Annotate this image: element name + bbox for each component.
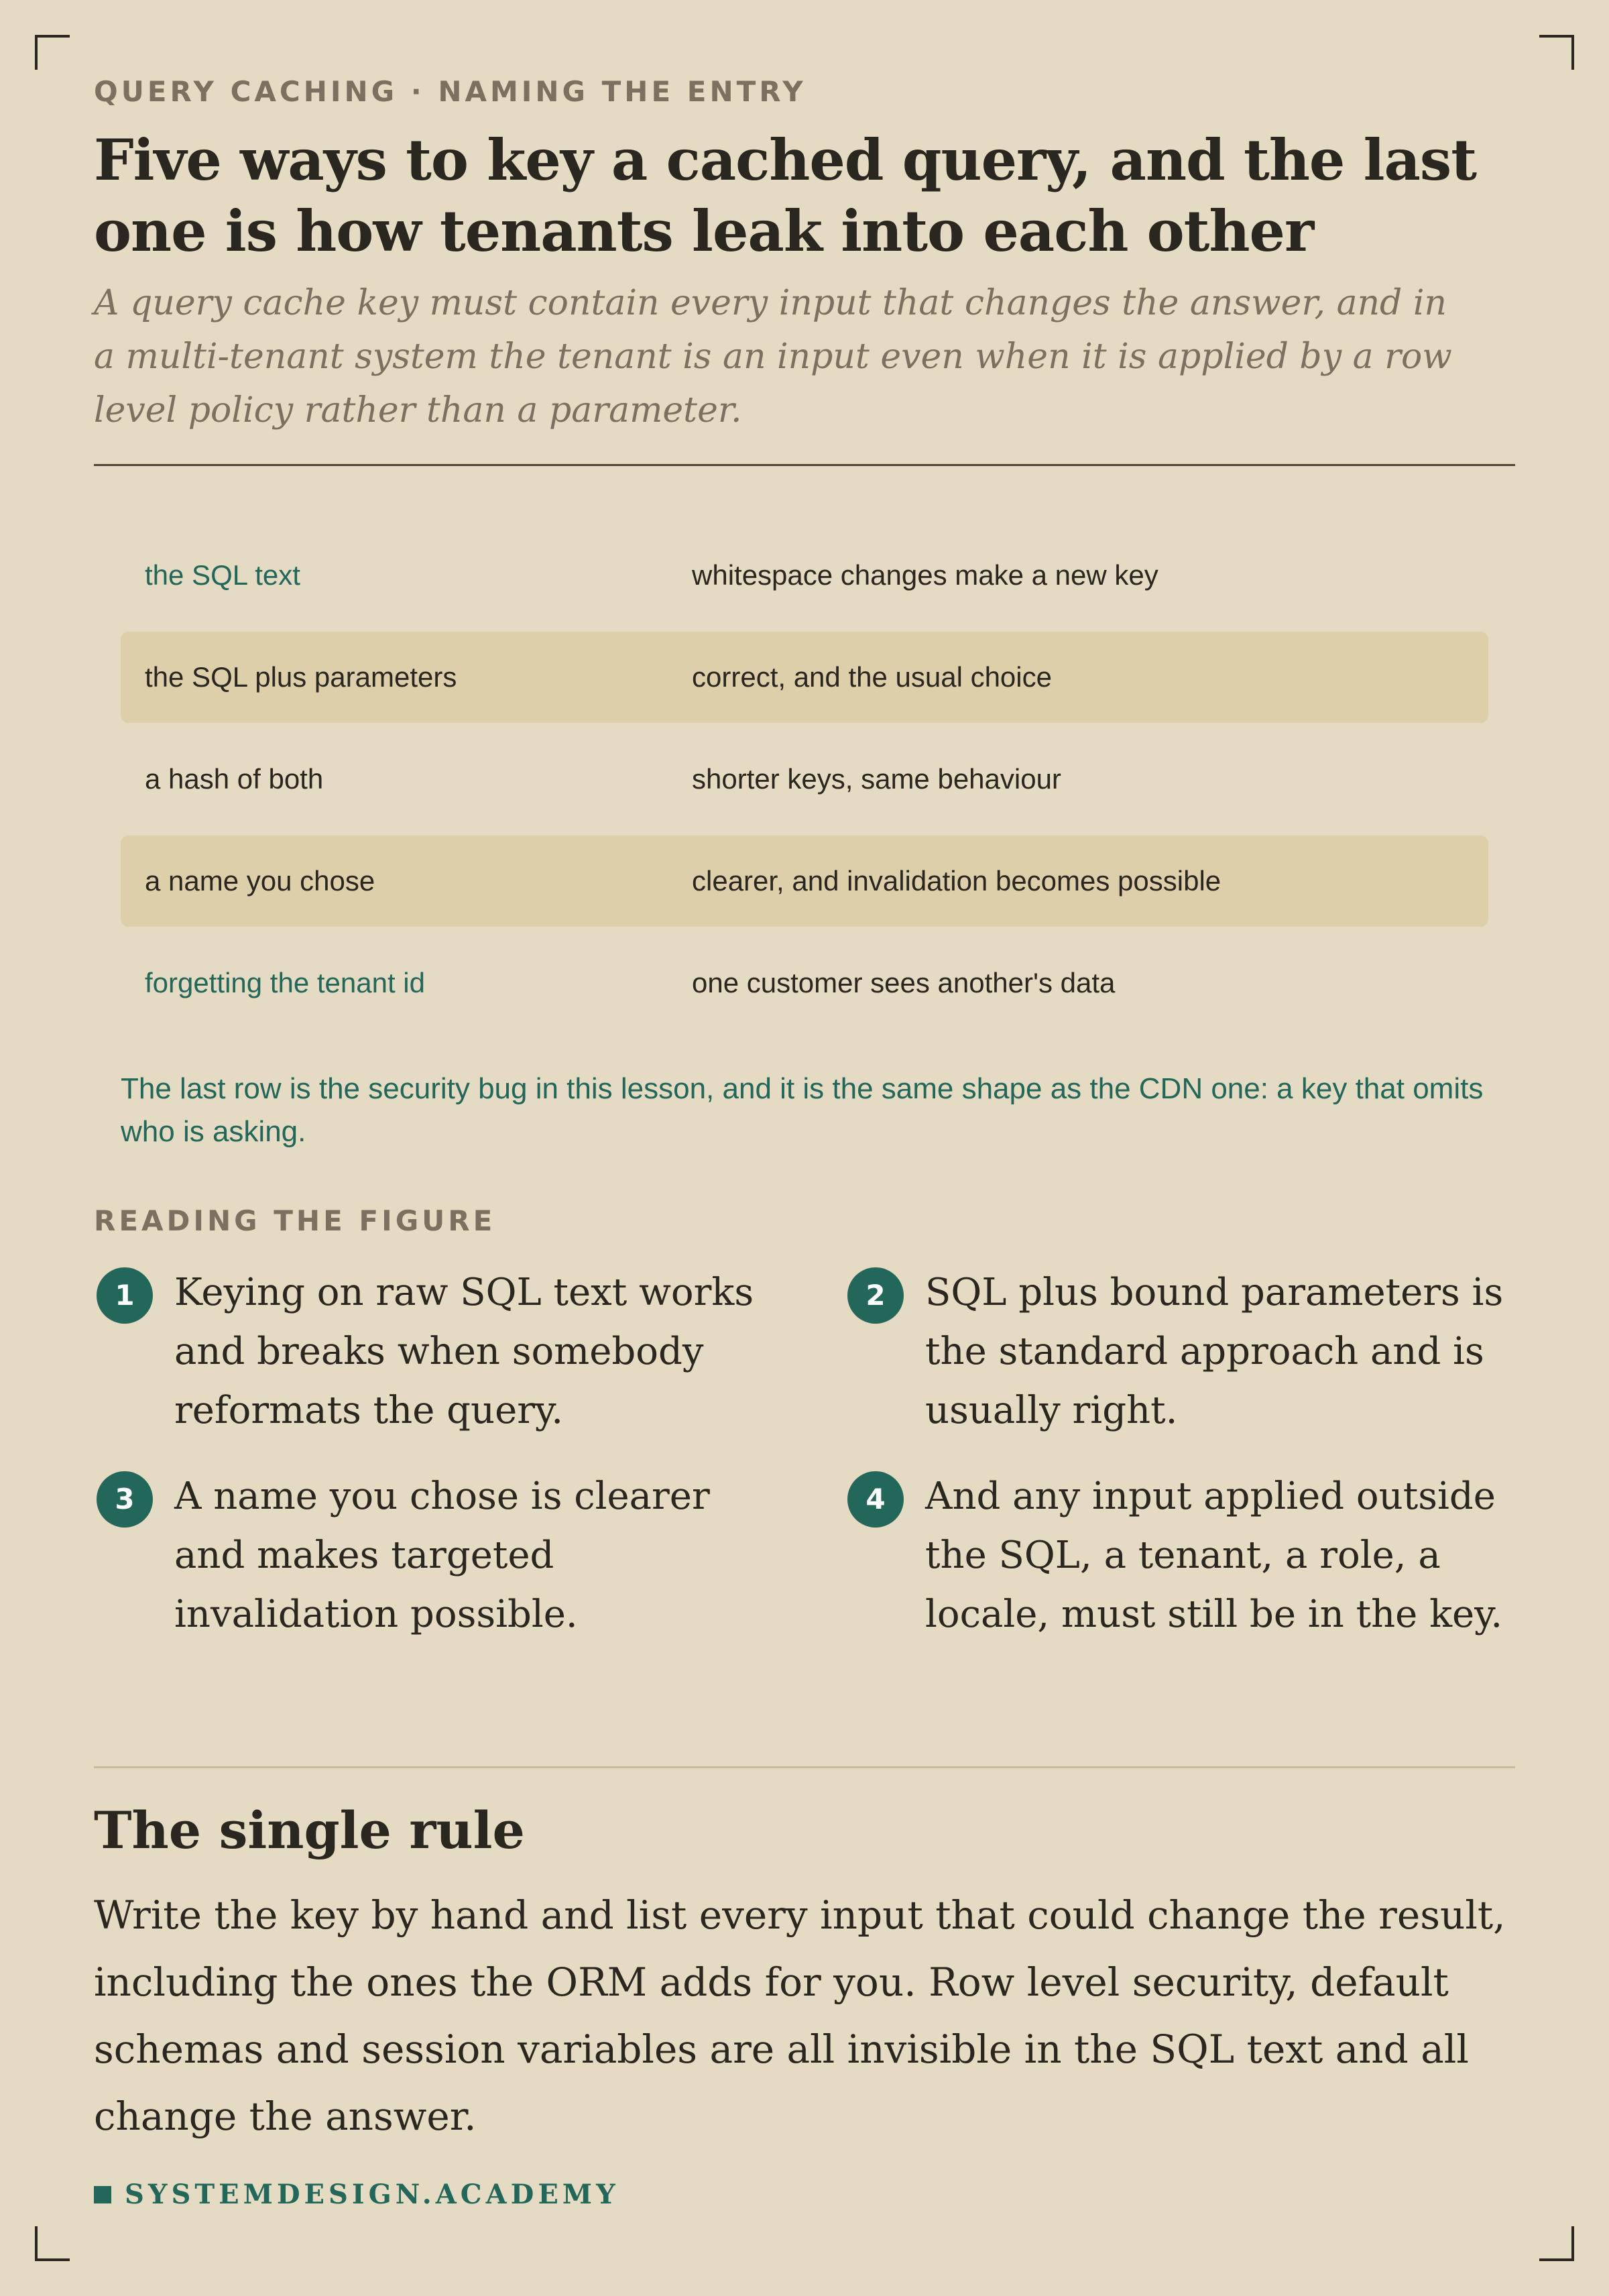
number-badge: 3 bbox=[97, 1471, 153, 1528]
corner-mark-bottom-right bbox=[1539, 2226, 1574, 2261]
corner-mark-top-right bbox=[1539, 35, 1574, 70]
point-text: SQL plus bound parameters is the standard approach and is usually right. bbox=[925, 1271, 1504, 1432]
row-value: clearer, and invalidation becomes possible bbox=[692, 865, 1221, 897]
point-text: Keying on raw SQL text works and breaks when somebody reformats the query. bbox=[174, 1271, 754, 1432]
row-value: shorter keys, same behaviour bbox=[692, 763, 1061, 795]
point-text: And any input applied outside the SQL, a tenant, a role, a locale, must still be in the key. bbox=[925, 1475, 1503, 1636]
eyebrow-label: QUERY CACHING · NAMING THE ENTRY bbox=[94, 75, 807, 108]
page-title: Five ways to key a cached query, and the last one is how tenants leak into each other bbox=[94, 127, 1477, 264]
table-row bbox=[121, 937, 1488, 1029]
row-key: the SQL text bbox=[145, 559, 300, 591]
point-text: A name you chose is clearer and makes targeted invalidation possible. bbox=[174, 1475, 710, 1636]
table-row bbox=[121, 530, 1488, 621]
row-key: a name you chose bbox=[145, 865, 375, 897]
table-row bbox=[121, 836, 1488, 927]
row-key: the SQL plus parameters bbox=[145, 661, 457, 693]
page-content bbox=[94, 0, 1515, 2296]
page-subtitle: A query cache key must contain every input that changes the answer, and in a multi-tenant system the tenant is an input even when it is applied by a row level policy rather than a parameter. bbox=[94, 283, 1452, 431]
rule-heading: The single rule bbox=[94, 1800, 525, 1860]
row-value: one customer sees another's data bbox=[692, 967, 1116, 998]
number-badge: 4 bbox=[847, 1471, 904, 1528]
corner-mark-bottom-left bbox=[35, 2226, 70, 2261]
brand-square-icon bbox=[94, 2186, 111, 2203]
section-label: READING THE FIGURE bbox=[94, 1204, 496, 1237]
row-value: correct, and the usual choice bbox=[692, 661, 1052, 693]
table-row bbox=[121, 734, 1488, 825]
table-note: The last row is the security bug in this lesson, and it is the same shape as the CDN one: a key that omits who is asking. bbox=[121, 1072, 1484, 1148]
rule-body: Write the key by hand and list every input that could change the result, including the ones the ORM adds for you. Row level security, default schemas and session variables are all invisible in the SQL text and all change the answer. bbox=[94, 1892, 1506, 2139]
section-divider bbox=[94, 1766, 1515, 1768]
header-divider bbox=[94, 464, 1515, 466]
row-value: whitespace changes make a new key bbox=[692, 559, 1158, 591]
number-badge: 1 bbox=[97, 1267, 153, 1324]
cache-key-table bbox=[121, 530, 1488, 1039]
table-row bbox=[121, 632, 1488, 723]
row-key: forgetting the tenant id bbox=[145, 967, 425, 998]
number-badge: 2 bbox=[847, 1267, 904, 1324]
brand-name: SYSTEMDESIGN.ACADEMY bbox=[125, 2179, 619, 2210]
row-key: a hash of both bbox=[145, 763, 324, 795]
corner-mark-top-left bbox=[35, 35, 70, 70]
